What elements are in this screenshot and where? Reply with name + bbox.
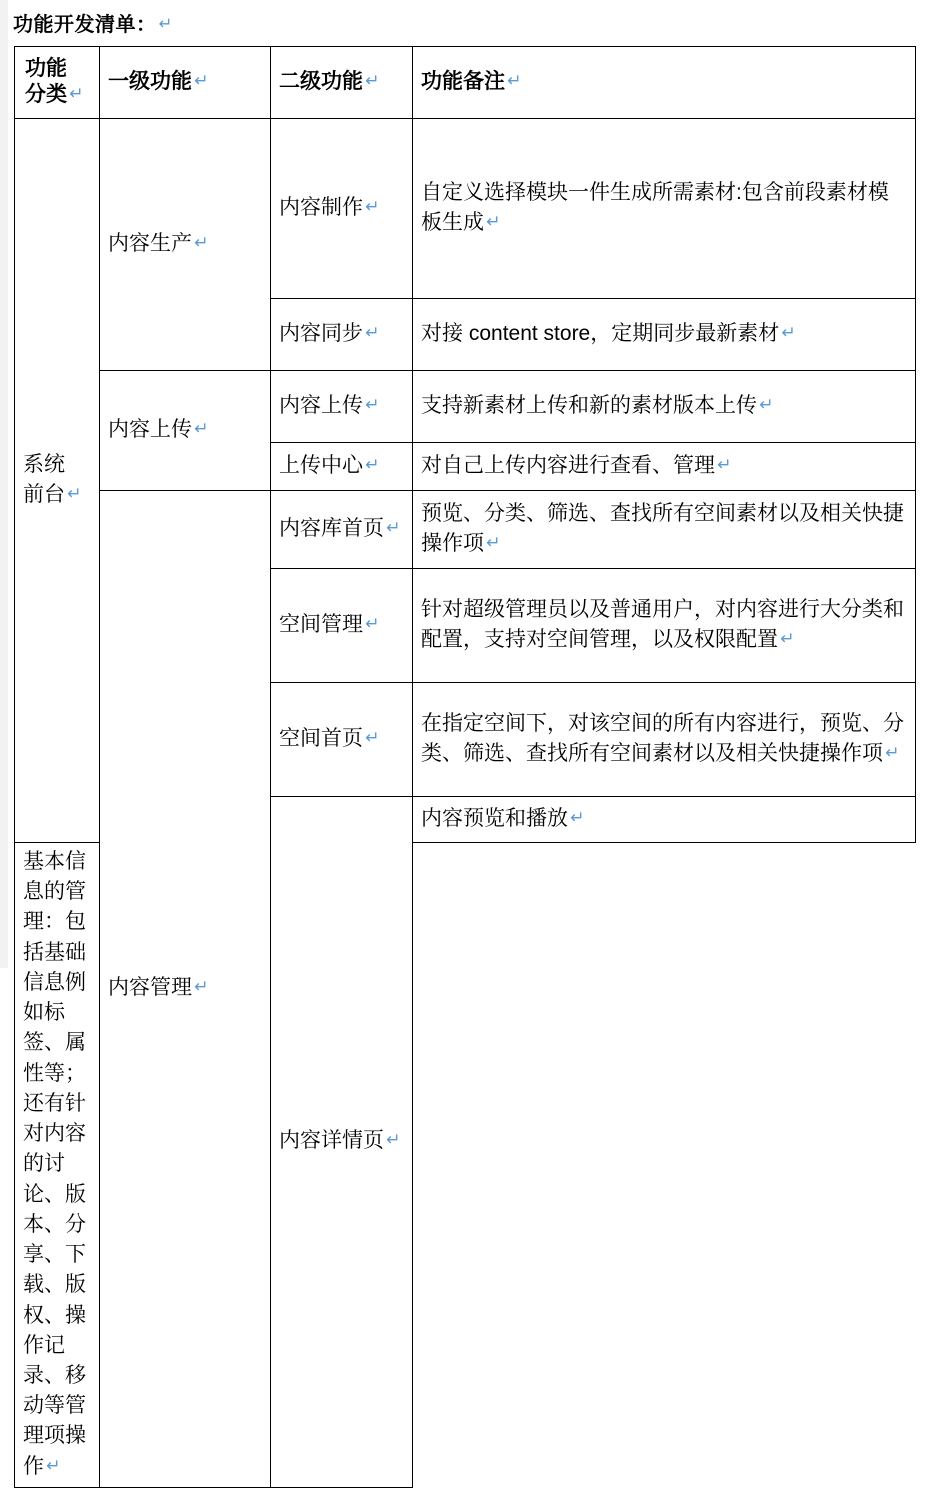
cell-level1-content-production xyxy=(100,119,271,371)
page-title xyxy=(13,8,172,37)
remark-text: 对自己上传内容进行查看、管理 xyxy=(421,453,715,477)
table-header-row xyxy=(15,47,916,119)
paragraph-mark-icon: ↵ xyxy=(759,393,774,414)
paragraph-mark-icon: ↵ xyxy=(365,69,380,90)
level2-label: 内容详情页 xyxy=(279,1129,384,1153)
cell-level2-content-sync xyxy=(271,299,413,371)
feature-development-table xyxy=(14,46,916,1488)
paragraph-mark-icon: ↵ xyxy=(365,393,380,414)
paragraph-mark-icon: ↵ xyxy=(570,806,585,827)
cell-level2-content-upload xyxy=(271,371,413,443)
paragraph-mark-icon: ↵ xyxy=(365,321,380,342)
table-row xyxy=(15,371,916,443)
cell-level2-content-detail-page xyxy=(271,797,413,1488)
paragraph-mark-icon: ↵ xyxy=(194,231,209,252)
cell-category-system-frontend xyxy=(15,119,100,843)
paragraph-mark-icon: ↵ xyxy=(486,532,501,552)
page-title-colon: ： xyxy=(136,14,157,36)
remark-text: 预览、分类、筛选、查找所有空间素材以及相关快捷操作项 xyxy=(421,501,904,555)
paragraph-mark-icon: ↵ xyxy=(717,453,732,474)
cell-level1-content-upload xyxy=(100,371,271,491)
remark-text: 针对超级管理员以及普通用户，对内容进行大分类和配置，支持对空间管理，以及权限配置 xyxy=(421,597,904,651)
paragraph-mark-icon: ↵ xyxy=(507,69,522,90)
paragraph-mark-icon: ↵ xyxy=(69,83,84,103)
paragraph-mark-icon: ↵ xyxy=(365,726,380,747)
level2-label: 空间首页 xyxy=(279,726,363,750)
remark-text: 在指定空间下，对该空间的所有内容进行，预览、分类、筛选、查找所有空间素材以及相关快捷操作项 xyxy=(421,711,904,765)
header-level2-text: 二级功能 xyxy=(279,69,363,93)
header-cell-level2 xyxy=(271,47,413,119)
paragraph-mark-icon: ↵ xyxy=(365,195,380,216)
paragraph-mark-icon: ↵ xyxy=(486,211,501,231)
header-cell-level1 xyxy=(100,47,271,119)
paragraph-mark-icon: ↵ xyxy=(386,1129,401,1150)
level2-label: 内容同步 xyxy=(279,321,363,345)
header-category-line2: 分类 xyxy=(25,83,67,106)
paragraph-mark-icon: ↵ xyxy=(67,483,82,503)
category-line2: 前台 xyxy=(23,483,65,506)
cell-remark-basic-info-management xyxy=(15,843,100,1488)
paragraph-mark-icon: ↵ xyxy=(194,417,209,438)
header-remark-text: 功能备注 xyxy=(421,69,505,93)
level1-label: 内容管理 xyxy=(108,976,192,1000)
cell-level2-space-management xyxy=(271,569,413,683)
cell-level2-space-home xyxy=(271,683,413,797)
paragraph-mark-icon: ↵ xyxy=(158,15,173,33)
remark-text: 支持新素材上传和新的素材版本上传 xyxy=(421,393,757,417)
cell-remark-space-home xyxy=(413,683,916,797)
category-line1: 系统 xyxy=(23,452,65,476)
cell-level2-content-creation xyxy=(271,119,413,299)
paragraph-mark-icon: ↵ xyxy=(780,628,795,648)
cell-level2-content-library-home xyxy=(271,491,413,569)
paragraph-mark-icon: ↵ xyxy=(194,69,209,90)
cell-remark-content-creation xyxy=(413,119,916,299)
level2-label: 空间管理 xyxy=(279,612,363,636)
remark-text: 内容预览和播放 xyxy=(421,806,568,830)
header-level1-text: 一级功能 xyxy=(108,69,192,93)
paragraph-mark-icon: ↵ xyxy=(46,1454,61,1475)
level1-label: 内容生产 xyxy=(108,231,192,255)
page-left-gutter xyxy=(0,0,8,968)
cell-remark-content-sync xyxy=(413,299,916,371)
paragraph-mark-icon: ↵ xyxy=(386,516,401,537)
header-category-line1: 功能 xyxy=(25,56,67,80)
page-title-text: 功能开发清单 xyxy=(13,14,136,36)
cell-remark-space-management xyxy=(413,569,916,683)
level2-label: 内容上传 xyxy=(279,393,363,417)
table-row xyxy=(15,119,916,299)
level1-label: 内容上传 xyxy=(108,417,192,441)
cell-remark-content-upload xyxy=(413,371,916,443)
header-cell-remark xyxy=(413,47,916,119)
paragraph-mark-icon: ↵ xyxy=(365,453,380,474)
level2-label: 内容库首页 xyxy=(279,516,384,540)
table-row xyxy=(15,491,916,569)
cell-level2-upload-center xyxy=(271,443,413,491)
paragraph-mark-icon: ↵ xyxy=(194,976,209,997)
header-cell-category xyxy=(15,47,100,119)
remark-text: 自定义选择模块一件生成所需素材:包含前段素材模板生成 xyxy=(421,180,889,234)
remark-text: 基本信息的管理：包括基础信息例如标签、属性等；还有针对内容的讨论、版本、分享、下载、版权、操作记录、移动等管理项操作 xyxy=(23,850,86,1478)
cell-level1-content-management xyxy=(100,491,271,1488)
cell-remark-content-library-home xyxy=(413,491,916,569)
cell-remark-content-preview-play xyxy=(413,797,916,843)
cell-remark-upload-center xyxy=(413,443,916,491)
remark-text: 对接 content store，定期同步最新素材 xyxy=(421,321,780,345)
paragraph-mark-icon: ↵ xyxy=(365,612,380,633)
level2-label: 上传中心 xyxy=(279,453,363,477)
paragraph-mark-icon: ↵ xyxy=(885,742,900,762)
paragraph-mark-icon: ↵ xyxy=(781,321,796,342)
level2-label: 内容制作 xyxy=(279,195,363,219)
